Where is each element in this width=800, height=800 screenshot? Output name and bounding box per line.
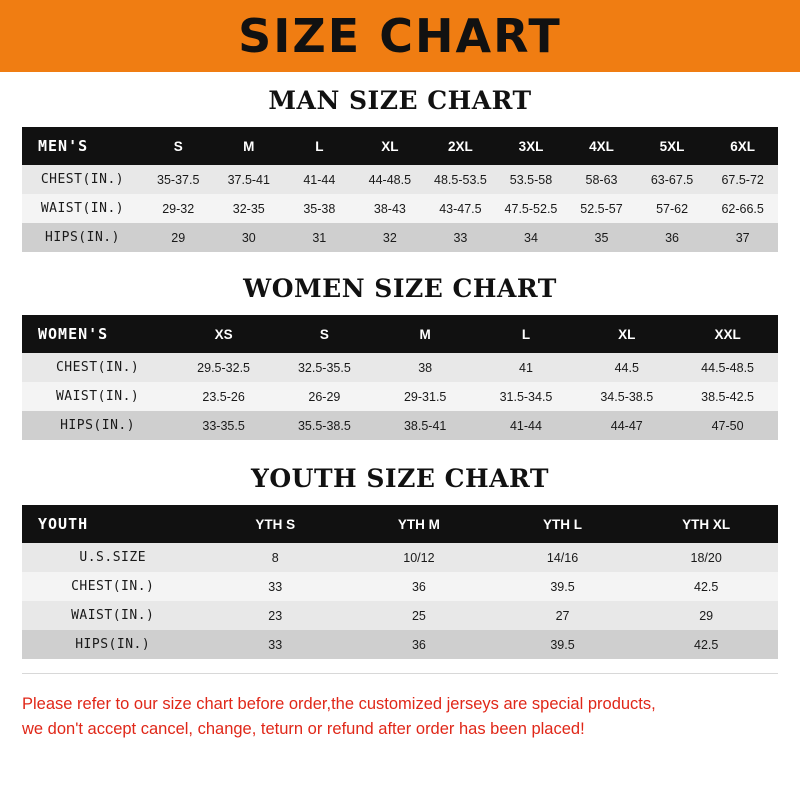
- youth-row1-cell-0: 33: [268, 579, 283, 594]
- women-row0-cell-5: 44.5-48.5: [701, 360, 754, 375]
- table-row: [22, 630, 778, 659]
- header-banner: [0, 0, 800, 72]
- footer-divider: [22, 673, 778, 674]
- man-row1-label: WAIST(IN.): [40, 201, 125, 216]
- women-row0-cell-3: 41: [519, 360, 533, 375]
- man-header-cell-1: S: [143, 127, 214, 165]
- man-row0-cell-0: 35-37.5: [157, 172, 200, 187]
- man-header-cell-4: XL: [355, 127, 426, 165]
- man-row2-cell-5: 34: [524, 230, 538, 245]
- man-row0-cell-6: 58-63: [585, 172, 618, 187]
- man-row1-cell-4: 43-47.5: [439, 201, 482, 216]
- women-header-cell-1: XS: [173, 315, 274, 353]
- youth-header-cell-0: YOUTH: [22, 505, 203, 543]
- man-table-body: [22, 165, 778, 252]
- man-header-cell-2: M: [214, 127, 285, 165]
- man-row0-cell-7: 63-67.5: [650, 172, 694, 187]
- youth-row3-label: HIPS(IN.): [75, 637, 151, 652]
- women-row1-label: WAIST(IN.): [55, 389, 140, 404]
- man-row2-cell-2: 31: [312, 230, 327, 245]
- women-row1-cell-2: 29-31.5: [403, 389, 447, 404]
- man-row2-cell-1: 30: [241, 230, 256, 245]
- women-row2-cell-0: 33-35.5: [202, 418, 245, 433]
- man-row1-cell-8: 62-66.5: [721, 201, 764, 216]
- table-row: [22, 165, 778, 194]
- women-row1-cell-1: 26-29: [308, 389, 341, 404]
- man-row1-cell-0: 29-32: [162, 201, 195, 216]
- women-table-body: [22, 353, 778, 440]
- youth-row3-cell-1: 36: [411, 637, 426, 652]
- man-row1-cell-3: 38-43: [373, 201, 406, 216]
- women-row2-cell-5: 47-50: [711, 418, 744, 433]
- women-row0-cell-2: 38: [418, 360, 433, 375]
- youth-row2-cell-3: 29: [699, 608, 714, 623]
- women-row0-cell-4: 44.5: [614, 360, 639, 375]
- man-row1-cell-5: 47.5-52.5: [504, 201, 558, 216]
- women-header-cell-2: S: [274, 315, 375, 353]
- man-row1-cell-6: 52.5-57: [580, 201, 623, 216]
- man-header-cell-3: L: [284, 127, 355, 165]
- man-row2-cell-6: 35: [594, 230, 609, 245]
- women-row2-cell-2: 38.5-41: [403, 418, 447, 433]
- women-table-head: [22, 315, 778, 353]
- man-row0-cell-2: 41-44: [303, 172, 336, 187]
- women-row2-cell-4: 44-47: [610, 418, 643, 433]
- women-row2-cell-3: 41-44: [509, 418, 542, 433]
- man-row1-cell-7: 57-62: [656, 201, 689, 216]
- youth-row1-label: CHEST(IN.): [71, 579, 155, 594]
- man-row1-cell-1: 32-35: [232, 201, 265, 216]
- man-row0-cell-8: 67.5-72: [721, 172, 764, 187]
- man-row0-cell-4: 48.5-53.5: [434, 172, 487, 187]
- youth-row1-cell-1: 36: [411, 579, 426, 594]
- women-header-cell-4: L: [476, 315, 577, 353]
- youth-row3-cell-0: 33: [268, 637, 283, 652]
- women-row0-cell-0: 29.5-32.5: [197, 360, 250, 375]
- table-header-row: [22, 127, 778, 165]
- chart-content: [0, 86, 800, 659]
- man-row2-cell-7: 36: [665, 230, 679, 245]
- man-row1-cell-2: 35-38: [303, 201, 336, 216]
- man-header-cell-0: MEN'S: [22, 127, 143, 165]
- man-row2-cell-3: 32: [382, 230, 397, 245]
- youth-row2-cell-0: 23: [268, 608, 283, 623]
- youth-row0-cell-3: 18/20: [690, 550, 722, 565]
- man-table-head: [22, 127, 778, 165]
- youth-row2-cell-1: 25: [411, 608, 426, 623]
- youth-row3-cell-3: 42.5: [694, 637, 719, 652]
- women-row0-cell-1: 32.5-35.5: [297, 360, 351, 375]
- women-row2-cell-1: 35.5-38.5: [297, 418, 351, 433]
- man-size-table: [22, 127, 778, 252]
- man-header-cell-6: 3XL: [496, 127, 567, 165]
- women-header-cell-5: XL: [576, 315, 677, 353]
- man-row0-cell-3: 44-48.5: [368, 172, 412, 187]
- youth-row0-cell-2: 14/16: [546, 550, 579, 565]
- youth-size-table: [22, 505, 778, 659]
- table-row: [22, 601, 778, 630]
- youth-section-title: YOUTH SIZE CHART: [251, 464, 549, 493]
- women-row1-cell-3: 31.5-34.5: [499, 389, 553, 404]
- youth-header-cell-1: YTH S: [203, 505, 347, 543]
- table-row: [22, 194, 778, 223]
- table-header-row: [22, 315, 778, 353]
- man-header-cell-7: 4XL: [566, 127, 637, 165]
- women-header-cell-0: WOMEN'S: [22, 315, 173, 353]
- women-section-title: WOMEN SIZE CHART: [243, 274, 557, 303]
- youth-header-cell-3: YTH L: [491, 505, 635, 543]
- youth-header-cell-2: YTH M: [347, 505, 491, 543]
- man-row0-cell-1: 37.5-41: [227, 172, 270, 187]
- women-row0-label: CHEST(IN.): [55, 360, 140, 375]
- youth-row1-cell-3: 42.5: [694, 579, 719, 594]
- footer-note: [0, 692, 800, 742]
- women-row1-cell-5: 38.5-42.5: [701, 389, 754, 404]
- man-row2-cell-0: 29: [171, 230, 186, 245]
- women-row1-cell-0: 23.5-26: [202, 389, 245, 404]
- youth-row3-cell-2: 39.5: [550, 637, 575, 652]
- man-row2-label: HIPS(IN.): [45, 230, 120, 245]
- man-header-cell-5: 2XL: [425, 127, 496, 165]
- page-title: SIZE CHART: [238, 9, 562, 63]
- man-header-cell-8: 5XL: [637, 127, 708, 165]
- youth-row0-cell-0: 8: [271, 550, 279, 565]
- table-row: [22, 572, 778, 601]
- footer-note-line-1: Please refer to our size chart before order,the customized jerseys are special products,: [22, 695, 656, 713]
- table-row: [22, 223, 778, 252]
- youth-row2-label: WAIST(IN.): [71, 608, 155, 623]
- footer-note-line-2: we don't accept cancel, change, teturn or refund after order has been placed!: [22, 719, 585, 738]
- table-row: [22, 382, 778, 411]
- women-row2-label: HIPS(IN.): [60, 418, 136, 433]
- youth-row0-cell-1: 10/12: [403, 550, 435, 565]
- women-row1-cell-4: 34.5-38.5: [600, 389, 654, 404]
- youth-table-body: [22, 543, 778, 659]
- man-section-title: MAN SIZE CHART: [268, 86, 532, 115]
- youth-header-cell-4: YTH XL: [634, 505, 778, 543]
- man-row2-cell-4: 33: [453, 230, 468, 245]
- table-header-row: [22, 505, 778, 543]
- man-row0-cell-5: 53.5-58: [509, 172, 553, 187]
- table-row: [22, 543, 778, 572]
- women-header-cell-3: M: [375, 315, 476, 353]
- table-row: [22, 353, 778, 382]
- youth-row1-cell-2: 39.5: [550, 579, 575, 594]
- women-header-cell-6: XXL: [677, 315, 778, 353]
- women-size-table: [22, 315, 778, 440]
- youth-row0-label: U.S.SIZE: [79, 550, 147, 565]
- table-row: [22, 411, 778, 440]
- youth-row2-cell-2: 27: [555, 608, 570, 623]
- man-row0-label: CHEST(IN.): [40, 172, 125, 187]
- youth-table-head: [22, 505, 778, 543]
- man-row2-cell-8: 37: [735, 230, 750, 245]
- man-header-cell-9: 6XL: [707, 127, 778, 165]
